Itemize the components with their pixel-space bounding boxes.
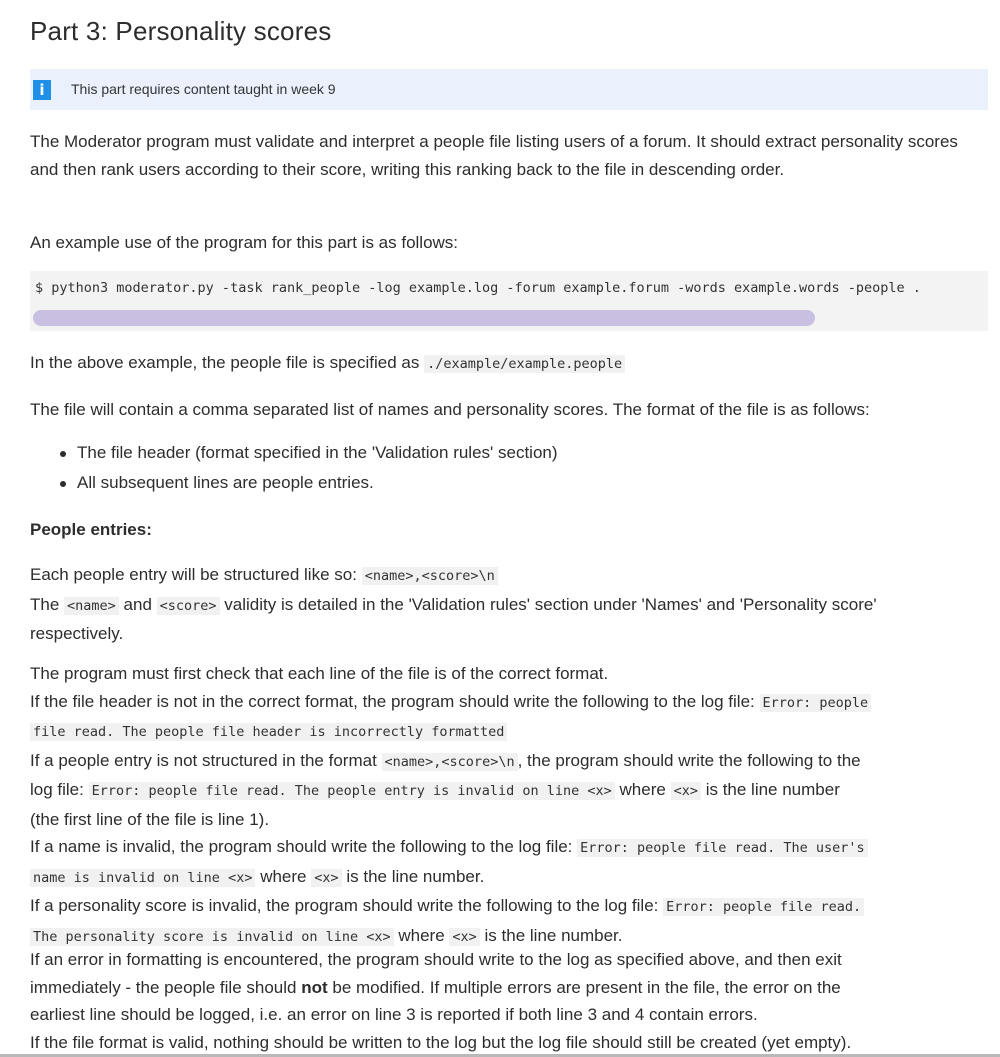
command-code-block <box>30 271 988 331</box>
check-text: If the file header is not in the correct format, the program should write the following to the log file: <box>30 691 755 711</box>
command-text: $ python3 moderator.py -task rank_people -log example.log -forum example.forum -words example.words -people . <box>35 280 921 296</box>
score-code: <score> <box>157 597 220 615</box>
people-file-sentence <box>30 349 988 379</box>
emphasis-not: not <box>301 977 328 997</box>
list-item: All subsequent lines are people entries. <box>30 468 988 498</box>
error-line: earliest line should be logged, i.e. an error on line 3 is reported if both line 3 and 4 contain errors. <box>30 1005 758 1024</box>
entry-validity-text: and <box>123 594 152 614</box>
format-list <box>30 438 988 498</box>
check-line <box>30 717 988 747</box>
check-line <box>30 892 988 922</box>
people-file-path-code: ./example/example.people <box>424 355 625 373</box>
check-text: where <box>619 780 666 799</box>
check-text: If a personality score is invalid, the program should write the following to the log file: <box>30 896 659 915</box>
entry-validity-line <box>30 591 988 621</box>
error-text: be modified. If multiple errors are present in the file, the error on the <box>332 977 841 997</box>
error-message-code: Error: people file read. The people entry is invalid on line <x> <box>89 782 615 800</box>
info-callout <box>30 69 988 110</box>
people-file-sentence-text: In the above example, the people file is specified as <box>30 353 420 372</box>
check-text: If a people entry is not structured in the format <box>30 750 377 770</box>
check-text: is the line number <box>705 780 840 799</box>
entry-structure-paragraph <box>30 561 988 648</box>
error-line: If the file format is valid, nothing should be written to the log but the log file should still be created (yet empty). <box>30 1032 852 1052</box>
entry-validity-line-end: respectively. <box>30 624 124 643</box>
name-code: <name> <box>64 597 119 615</box>
line-var-code: <x> <box>449 928 479 946</box>
people-entries-heading: People entries: <box>30 520 152 539</box>
entry-structure-line <box>30 561 988 591</box>
check-text: is the line number. <box>346 866 485 886</box>
line-var-code: <x> <box>671 782 701 800</box>
check-line <box>30 747 988 777</box>
check-line <box>30 863 988 893</box>
horizontal-scrollbar[interactable] <box>33 310 815 326</box>
error-line <box>30 974 988 1002</box>
page-title: Part 3: Personality scores <box>30 16 332 46</box>
check-line: The program must first check that each line of the file is of the correct format. <box>30 664 609 683</box>
error-message-code: file read. The people file header is incorrectly formatted <box>30 723 507 741</box>
list-item: The file header (format specified in the 'Validation rules' section) <box>30 438 988 468</box>
error-line: If an error in formatting is encountered, the program should write to the log as specified above, and then exit <box>30 950 842 969</box>
error-text: immediately - the people file should <box>30 977 297 997</box>
error-message-code: Error: people file read. <box>663 898 864 916</box>
intro-paragraph: The Moderator program must validate and interpret a people file listing users of a forum. It should extract personality scores and then rank users according to their score, writing this ranking back to the file in descending order. <box>30 132 958 179</box>
entry-validity-text: The <box>30 594 60 614</box>
check-text: where <box>260 866 307 886</box>
entry-format-code: <name>,<score>\n <box>382 753 518 771</box>
info-callout-text: This part requires content taught in week 9 <box>71 81 336 97</box>
error-message-code: Error: people <box>760 694 872 712</box>
check-text: is the line number. <box>484 925 623 945</box>
format-check-paragraph <box>30 660 988 951</box>
error-handling-paragraph <box>30 946 988 1056</box>
check-line <box>30 833 988 863</box>
check-line <box>30 688 988 718</box>
check-line: (the first line of the file is line 1). <box>30 809 270 829</box>
example-intro: An example use of the program for this part is as follows: <box>30 233 459 252</box>
error-message-code: The personality score is invalid on line <x> <box>30 928 394 946</box>
check-text: If a name is invalid, the program should write the following to the log file: <box>30 837 573 856</box>
info-icon: i <box>33 80 51 100</box>
check-text: where <box>398 925 445 945</box>
entry-format-code: <name>,<score>\n <box>362 567 498 585</box>
error-message-code: Error: people file read. The user's <box>577 839 867 857</box>
format-intro: The file will contain a comma separated list of names and personality scores. The format of the file is as follows: <box>30 400 870 419</box>
check-text: , the program should write the following to the <box>517 750 861 770</box>
entry-structure-text: Each people entry will be structured like so: <box>30 565 357 584</box>
error-message-code: name is invalid on line <x> <box>30 869 255 887</box>
check-text: log file: <box>30 780 84 799</box>
entry-validity-text: validity is detailed in the 'Validation rules' section under 'Names' and 'Personality score' <box>224 594 877 614</box>
line-var-code: <x> <box>311 869 341 887</box>
check-line <box>30 776 988 806</box>
